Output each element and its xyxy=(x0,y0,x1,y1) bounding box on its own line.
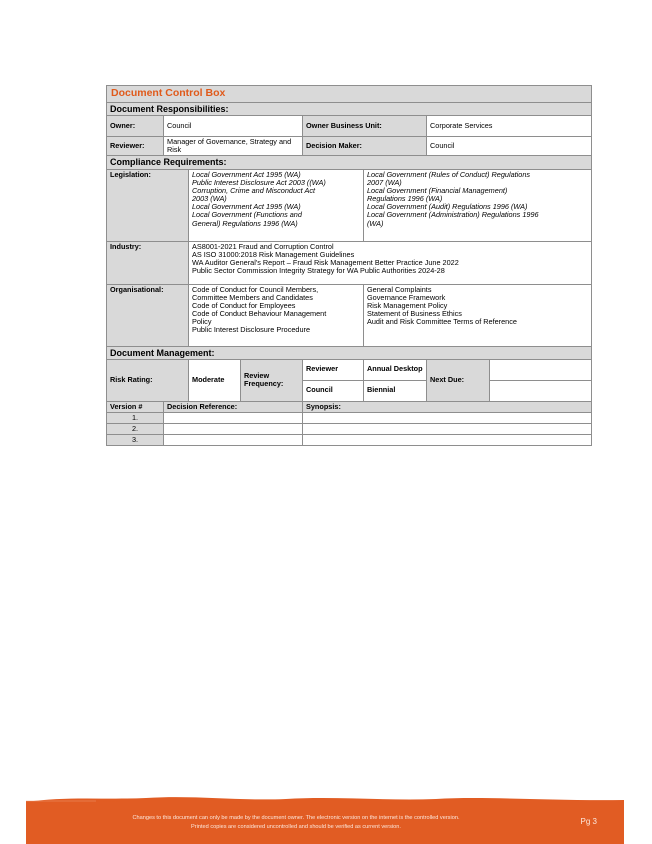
legislation-item: Local Government Act 1995 (WA) xyxy=(192,202,301,212)
decision-maker-label: Decision Maker: xyxy=(303,137,427,156)
organisational-item: Statement of Business Ethics xyxy=(367,309,462,319)
organisational-item: General Complaints xyxy=(367,284,432,294)
owner-value: Council xyxy=(164,116,303,137)
footer-line: Changes to this document can only be made by the document owner. The electronic version on the internet is the controlled version. xyxy=(132,815,460,821)
footer-line: Printed copies are considered uncontrolled and should be verified as current version. xyxy=(191,823,401,830)
page-number: Pg 3 xyxy=(580,817,597,826)
legislation-item: Local Government Act 1995 (WA) xyxy=(192,169,301,179)
synopsis-cell xyxy=(303,423,592,434)
frequency-value: Biennial xyxy=(364,380,427,401)
industry-label: Industry: xyxy=(107,241,189,284)
synopsis-cell xyxy=(303,412,592,423)
legislation-label: Legislation: xyxy=(107,169,189,241)
organisational-item: Code of Conduct for Council Members, xyxy=(192,284,319,294)
reviewer-header: Reviewer xyxy=(303,359,364,380)
organisational-item: Risk Management Policy xyxy=(367,300,448,310)
organisational-list-left xyxy=(189,284,364,346)
industry-item: AS ISO 31000:2018 Risk Management Guidelines xyxy=(192,249,355,259)
page-footer xyxy=(26,801,624,844)
version-number: 1. xyxy=(107,412,164,423)
version-header: Version # xyxy=(107,401,164,412)
industry-item: WA Auditor General's Report – Fraud Risk Management Better Practice June 2022 xyxy=(192,257,459,267)
version-number: 2. xyxy=(107,423,164,434)
organisational-item: Code of Conduct Behaviour Management xyxy=(192,309,327,319)
control-box-title: Document Control Box xyxy=(107,86,592,103)
organisational-label: Organisational: xyxy=(107,284,189,346)
frequency-header: Annual Desktop xyxy=(364,359,427,380)
legislation-item: Regulations 1996 (WA) xyxy=(367,194,443,204)
legislation-item: Local Government (Financial Management) xyxy=(367,185,508,195)
footer-disclaimer xyxy=(96,814,496,832)
organisational-list-right xyxy=(364,284,592,346)
brush-stroke-decoration xyxy=(26,793,624,805)
legislation-list-left xyxy=(189,169,364,241)
decision-reference-cell xyxy=(164,423,303,434)
legislation-item: Local Government (Functions and xyxy=(192,210,302,220)
legislation-list-right xyxy=(364,169,592,241)
synopsis-header: Synopsis: xyxy=(303,401,592,412)
reviewer-value: Manager of Governance, Strategy and Risk xyxy=(164,137,303,156)
synopsis-cell xyxy=(303,435,592,446)
organisational-item: Policy xyxy=(192,317,212,327)
legislation-item: 2007 (WA) xyxy=(367,177,402,187)
document-control-box xyxy=(106,85,592,446)
legislation-item: (WA) xyxy=(367,218,384,228)
risk-rating-value: Moderate xyxy=(189,359,241,401)
organisational-item: Public Interest Disclosure Procedure xyxy=(192,325,311,335)
next-due-value-blank xyxy=(490,380,592,401)
legislation-item: Local Government (Audit) Regulations 1996 (WA) xyxy=(367,202,528,212)
industry-item: AS8001-2021 Fraud and Corruption Control xyxy=(192,241,334,251)
decision-reference-cell xyxy=(164,412,303,423)
industry-item: Public Sector Commission Integrity Strategy for WA Public Authorities 2024-28 xyxy=(192,266,445,276)
legislation-item: 2003 (WA) xyxy=(192,194,227,204)
next-due-label: Next Due: xyxy=(427,359,490,401)
organisational-item: Governance Framework xyxy=(367,292,446,302)
responsibilities-heading: Document Responsibilities: xyxy=(107,103,592,116)
organisational-item: Audit and Risk Committee Terms of Reference xyxy=(367,317,517,327)
legislation-item: Public Interest Disclosure Act 2003 ((WA) xyxy=(192,177,326,187)
owner-business-unit-value: Corporate Services xyxy=(427,116,592,137)
compliance-heading: Compliance Requirements: xyxy=(107,156,592,169)
organisational-item: Code of Conduct for Employees xyxy=(192,300,296,310)
management-heading: Document Management: xyxy=(107,346,592,359)
legislation-item: Local Government (Rules of Conduct) Regulations xyxy=(367,169,531,179)
decision-reference-cell xyxy=(164,435,303,446)
risk-rating-label: Risk Rating: xyxy=(107,359,189,401)
reviewer-label: Reviewer: xyxy=(107,137,164,156)
review-frequency-label: Review Frequency: xyxy=(241,359,303,401)
next-due-value xyxy=(490,359,592,380)
version-number: 3. xyxy=(107,435,164,446)
legislation-item: Corruption, Crime and Misconduct Act xyxy=(192,185,316,195)
industry-list xyxy=(189,241,592,284)
legislation-item: Local Government (Administration) Regulations 1996 xyxy=(367,210,539,220)
organisational-item: Committee Members and Candidates xyxy=(192,292,313,302)
decision-reference-header: Decision Reference: xyxy=(164,401,303,412)
legislation-item: General) Regulations 1996 (WA) xyxy=(192,218,298,228)
decision-maker-value: Council xyxy=(427,137,592,156)
owner-business-unit-label: Owner Business Unit: xyxy=(303,116,427,137)
reviewer-value-cell: Council xyxy=(303,380,364,401)
owner-label: Owner: xyxy=(107,116,164,137)
